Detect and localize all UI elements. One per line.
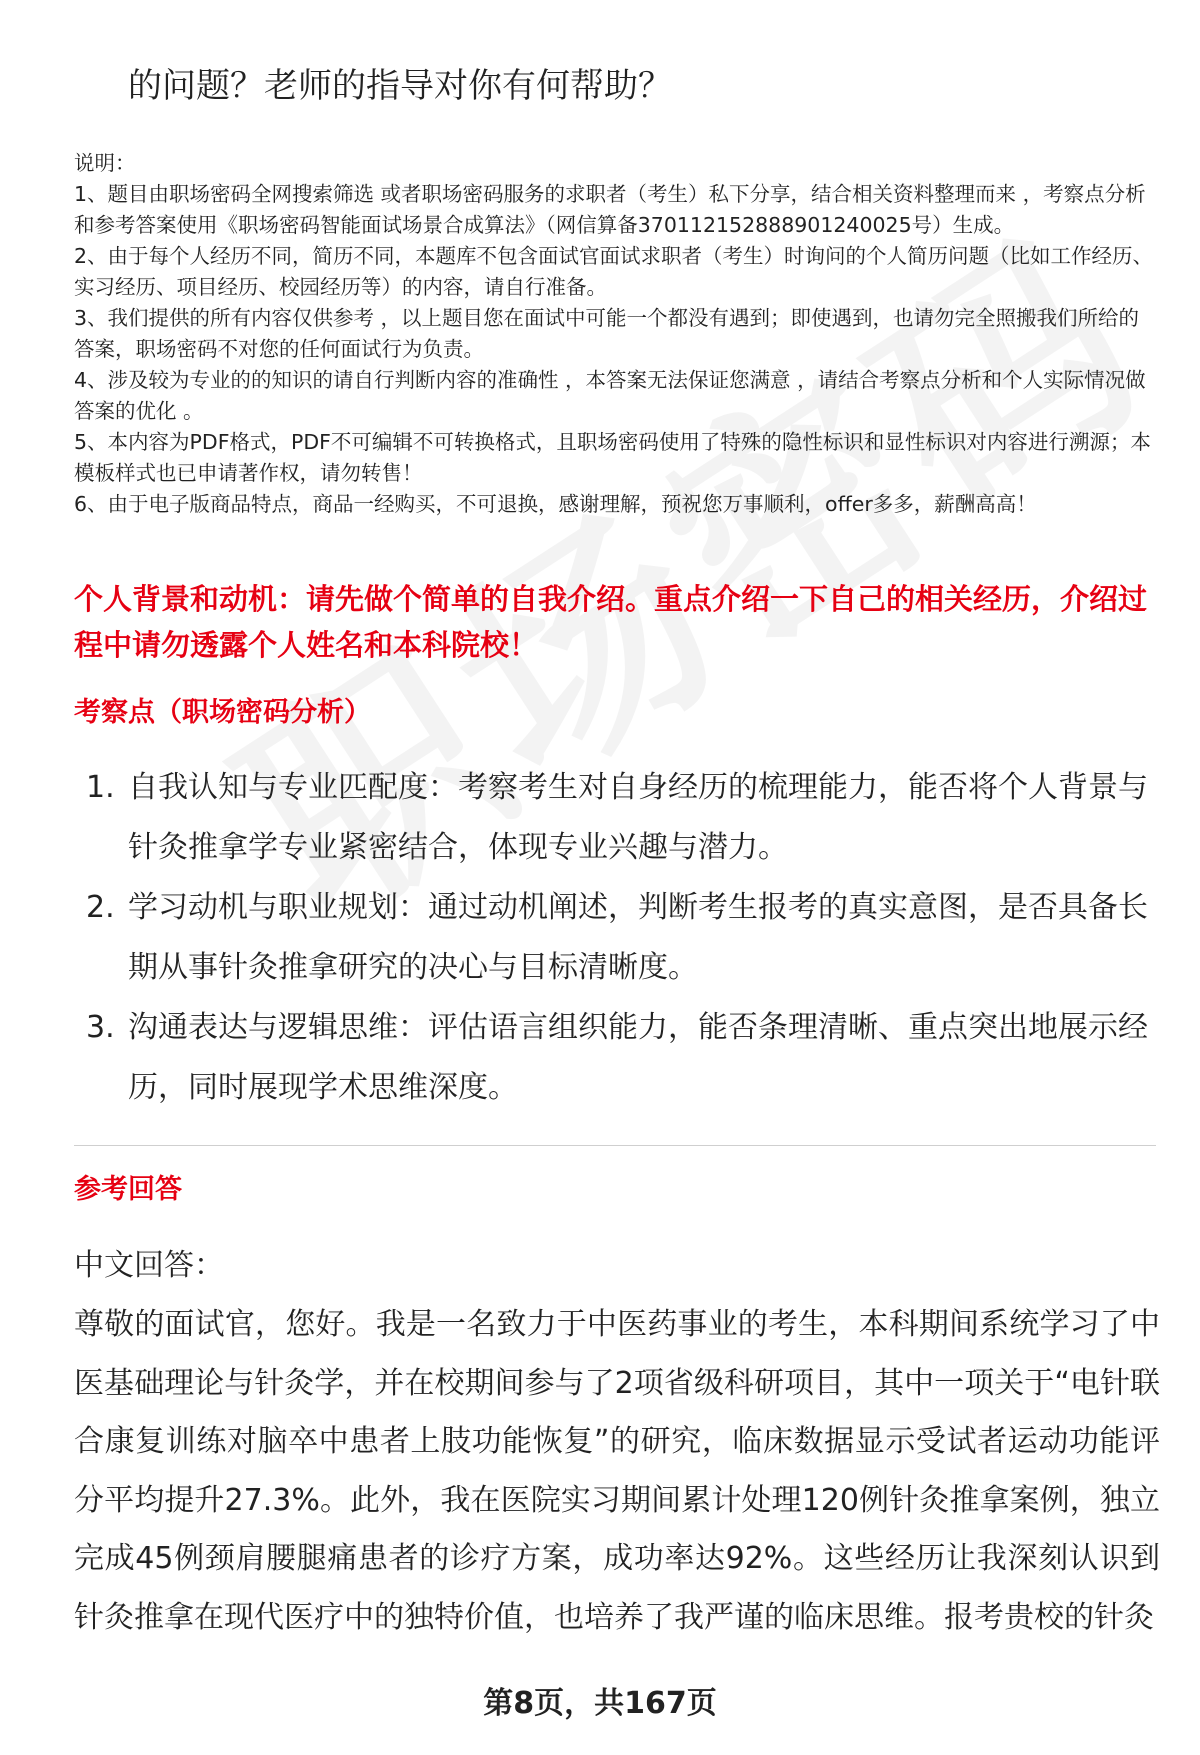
page-footer: 第8页，共167页 <box>483 1686 717 1721</box>
point-text: 自我认知与专业匹配度：考察考生对自身经历的梳理能力，能否将个人背景与针灸推拿学专业紧密结合，体现专业兴趣与潜力。 <box>128 770 1148 865</box>
point-number: 3. <box>86 1010 115 1045</box>
notes-title: 说明： <box>74 151 136 175</box>
continued-question: 的问题？老师的指导对你有何帮助？ <box>128 66 672 106</box>
answer-text: 尊敬的面试官，您好。我是一名致力于中医药事业的考生，本科期间系统学习了中医基础理论与针灸学，并在校期间参与了2项省级科研项目，其中一项关于“电针联合康复训练对脑卒中患者上肢功能恢复”的研究，临床数据显示受试者运动功能评分平均提升27.3%。此外，我在医院实习期间累计处理120例针灸推拿案例，独立完成45例颈肩腰腿痛患者的诊疗方案，成功率达92%。这些经历让我深刻认识到针灸推拿在现代医疗中的独特价值，也培养了我严谨的临床思维。报考贵校的针灸 <box>74 1307 1160 1635</box>
note-item: 6、由于电子版商品特点，商品一经购买，不可退换，感谢理解，预祝您万事顺利，offer多多，薪酬高高！ <box>74 492 1037 516</box>
note-item: 5、本内容为PDF格式，PDF不可编辑不可转换格式，且职场密码使用了特殊的隐性标识和显性标识对内容进行溯源；本模板样式也已申请著作权，请勿转售！ <box>74 430 1151 485</box>
answer-label: 中文回答： <box>74 1248 224 1283</box>
analysis-points-list <box>74 758 1164 1118</box>
analysis-point <box>74 878 1164 998</box>
analysis-point <box>74 758 1164 878</box>
analysis-point <box>74 998 1164 1118</box>
point-number: 2. <box>86 890 115 925</box>
analysis-heading: 考察点（职场密码分析） <box>74 697 371 728</box>
point-text: 学习动机与职业规划：通过动机阐述，判断考生报考的真实意图，是否具备长期从事针灸推拿研究的决心与目标清晰度。 <box>128 890 1148 985</box>
question-heading: 个人背景和动机：请先做个简单的自我介绍。重点介绍一下自己的相关经历，介绍过程中请勿透露个人姓名和本科院校！ <box>74 582 1148 662</box>
section-divider <box>74 1145 1156 1146</box>
note-item: 4、涉及较为专业的的知识的请自行判断内容的准确性 ，本答案无法保证您满意 ，请结合考察点分析和个人实际情况做答案的优化 。 <box>74 368 1146 423</box>
note-item: 1、题目由职场密码全网搜索筛选 或者职场密码服务的求职者（考生）私下分享，结合相关资料整理而来 ，考察点分析和参考答案使用《职场密码智能面试场景合成算法》（网信算备370112152888901240025号）生成。 <box>74 182 1146 237</box>
point-text: 沟通表达与逻辑思维：评估语言组织能力，能否条理清晰、重点突出地展示经历，同时展现学术思维深度。 <box>128 1010 1148 1105</box>
note-item: 3、我们提供的所有内容仅供参考 ，以上题目您在面试中可能一个都没有遇到；即使遇到，也请勿完全照搬我们所给的答案，职场密码不对您的任何面试行为负责。 <box>74 306 1140 361</box>
note-item: 2、由于每个人经历不同，简历不同，本题库不包含面试官面试求职者（考生）时询问的个人简历问题（比如工作经历、实习经历、项目经历、校园经历等）的内容，请自行准备。 <box>74 244 1154 299</box>
notes-section <box>74 148 1154 520</box>
reference-heading: 参考回答 <box>74 1174 182 1205</box>
point-number: 1. <box>86 770 115 805</box>
